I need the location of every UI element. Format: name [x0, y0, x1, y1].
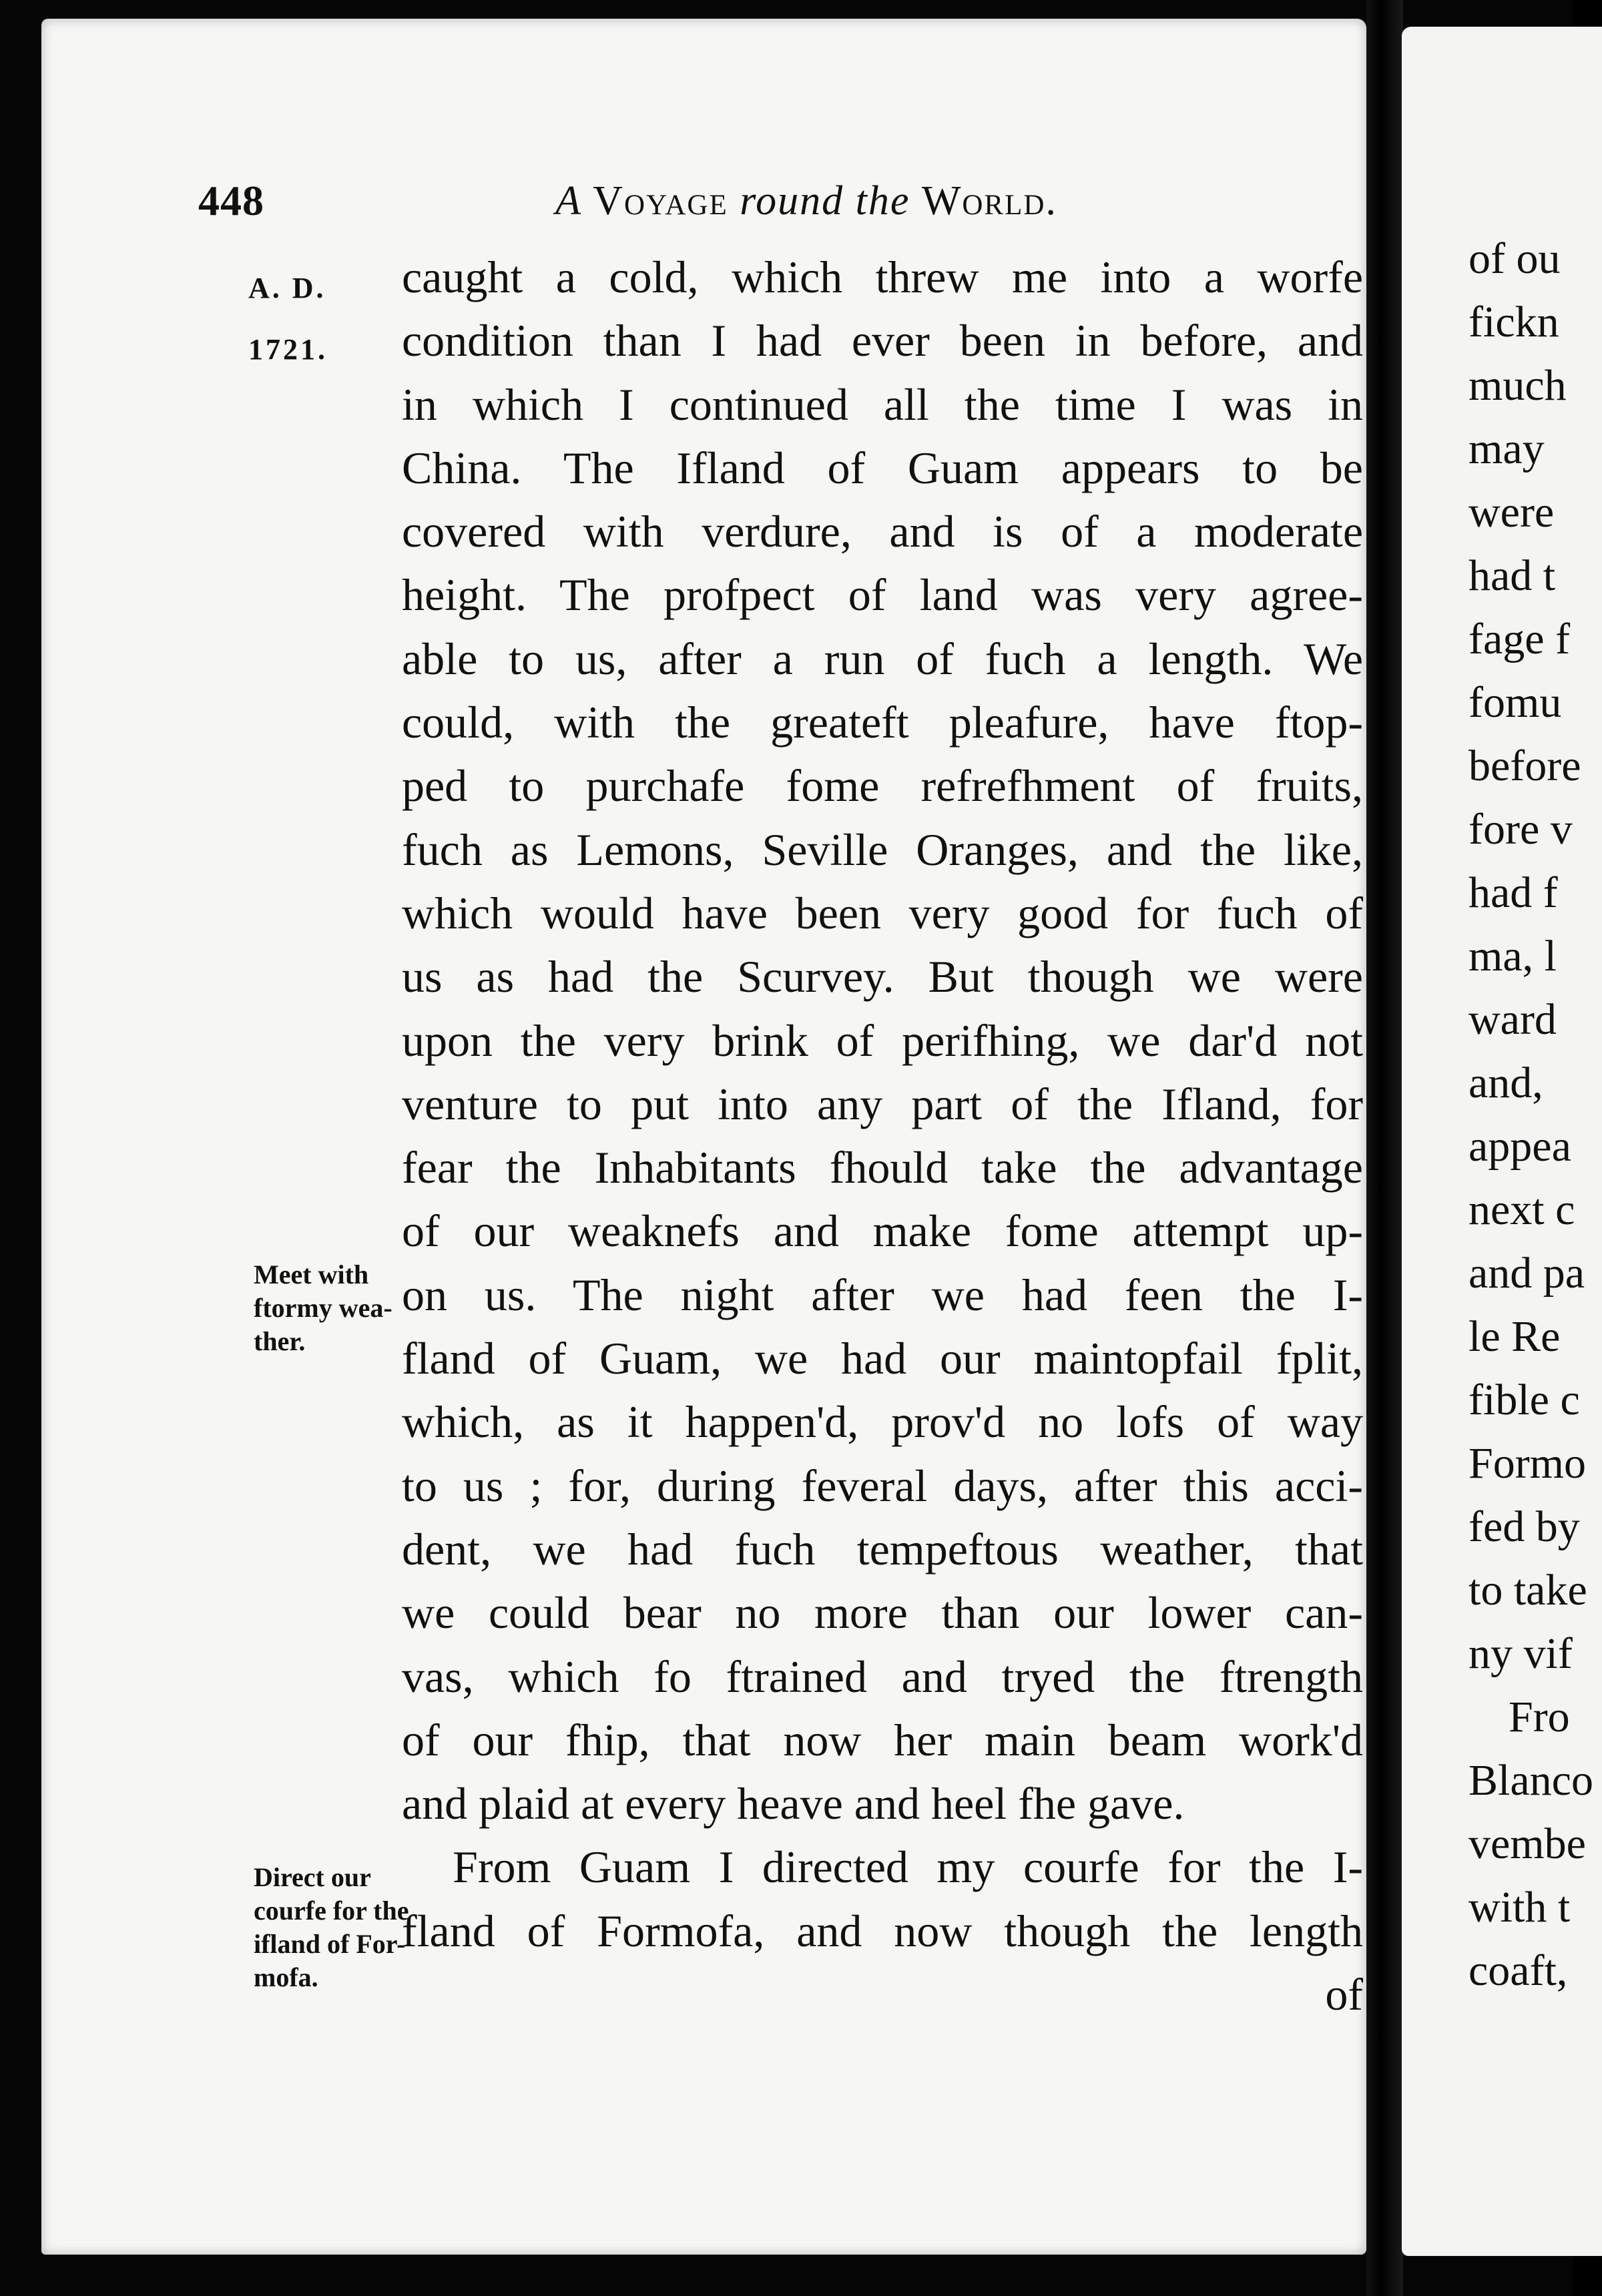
- right-text-line: were: [1468, 488, 1555, 537]
- right-text-line: appea: [1468, 1122, 1571, 1171]
- right-text-line: Blanco: [1468, 1756, 1593, 1805]
- left-page: [41, 19, 1366, 2255]
- text-line: which would have been very good for fuch of: [402, 887, 1363, 938]
- right-page-text: [1468, 227, 1593, 2002]
- margin-note-line: Direct our: [254, 1862, 371, 1892]
- body-text: [402, 246, 1363, 2026]
- right-text-line: before: [1468, 742, 1581, 790]
- text-line: China. The Ifland of Guam appears to be: [402, 442, 1363, 493]
- text-line: in which I continued all the time I was in: [402, 378, 1363, 430]
- right-text-line: and pa: [1468, 1249, 1585, 1298]
- text-line: covered with verdure, and is of a moderate: [402, 506, 1363, 557]
- margin-note-line: ther.: [254, 1326, 306, 1356]
- text-line: upon the very brink of perifhing, we dar'd not: [402, 1015, 1363, 1066]
- right-text-line: vembe: [1468, 1819, 1586, 1868]
- text-line: fear the Inhabitants fhould take the advantage: [402, 1142, 1363, 1193]
- right-text-line: had f: [1468, 868, 1558, 917]
- text-line: condition than I had ever been in before, and: [402, 315, 1363, 366]
- text-line: dent, we had fuch tempeftous weather, that: [402, 1523, 1363, 1574]
- text-line: fuch as Lemons, Seville Oranges, and the like,: [402, 824, 1363, 875]
- right-text-line: ward: [1468, 995, 1557, 1044]
- right-text-line: fible c: [1468, 1376, 1580, 1424]
- running-head-part: round the: [728, 178, 922, 224]
- text-line: fland of Formofa, and now though the length: [402, 1905, 1363, 1956]
- running-head: [555, 178, 1057, 225]
- book-gutter: [1366, 0, 1403, 2296]
- text-line: venture to put into any part of the Ifland, for: [402, 1078, 1363, 1129]
- text-line: able to us, after a run of fuch a length. We: [402, 633, 1363, 684]
- text-line: which, as it happen'd, prov'd no lofs of way: [402, 1396, 1363, 1448]
- text-line: fland of Guam, we had our maintopfail fplit,: [402, 1333, 1363, 1384]
- running-head-part: Voyage: [593, 178, 728, 224]
- right-text-line: may: [1468, 424, 1545, 473]
- right-page-partial: [1402, 27, 1602, 2256]
- right-text-line: had t: [1468, 551, 1556, 600]
- margin-note-line: ftormy wea-: [254, 1293, 392, 1323]
- catchword: of: [1325, 1969, 1363, 2020]
- right-text-line: Formo: [1468, 1439, 1587, 1488]
- page-number: 448: [198, 177, 264, 224]
- running-head-part: A: [555, 178, 593, 224]
- right-text-line: fed by: [1468, 1502, 1580, 1551]
- text-line: we could bear no more than our lower can-: [402, 1587, 1363, 1639]
- right-text-line: and,: [1468, 1059, 1543, 1107]
- text-line: caught a cold, which threw me into a worfe: [402, 252, 1363, 302]
- text-line: of our weaknefs and make fome attempt up-: [402, 1205, 1363, 1257]
- right-text-line: fickn: [1468, 298, 1559, 346]
- right-text-line: much: [1468, 361, 1567, 410]
- right-text-line: coaft,: [1468, 1946, 1568, 1995]
- text-line: and plaid at every heave and heel fhe gave.: [402, 1778, 1185, 1829]
- right-text-line: le Re: [1468, 1312, 1561, 1361]
- margin-note-line: courfe for the: [254, 1896, 409, 1926]
- year-margin-label: [248, 258, 328, 380]
- margin-note-course-formosa: [254, 1861, 409, 1994]
- right-text-line: fage f: [1468, 615, 1571, 663]
- text-line: height. The profpect of land was very agree-: [402, 569, 1363, 621]
- text-line: of our fhip, that now her main beam work'd: [402, 1714, 1363, 1765]
- text-line: ped to purchafe fome refrefhment of fruits,: [402, 760, 1363, 812]
- right-text-line: ny vif: [1468, 1629, 1573, 1678]
- margin-note-line: mofa.: [254, 1962, 318, 1992]
- margin-note-stormy-weather: [254, 1258, 392, 1358]
- year-era: A. D.: [248, 272, 326, 304]
- right-text-line: fore v: [1468, 805, 1573, 854]
- text-line: could, with the greateft pleafure, have ftop-: [402, 697, 1363, 748]
- margin-note-line: Meet with: [254, 1259, 369, 1289]
- text-line: to us ; for, during feveral days, after this acci-: [402, 1460, 1363, 1511]
- text-line: on us. The night after we had feen the I-: [402, 1269, 1363, 1320]
- text-line: us as had the Scurvey. But though we were: [402, 951, 1363, 1002]
- right-text-line: fomu: [1468, 678, 1562, 727]
- text-line: From Guam I directed my courfe for the I-: [453, 1841, 1363, 1893]
- text-line: vas, which fo ftrained and tryed the ftrength: [402, 1651, 1363, 1702]
- right-text-line: ma, l: [1468, 932, 1557, 980]
- running-head-part: World.: [921, 178, 1057, 224]
- right-text-line: to take: [1468, 1566, 1587, 1615]
- right-text-line: next c: [1468, 1185, 1575, 1234]
- right-text-line: of ou: [1468, 234, 1561, 283]
- right-text-line: Fro: [1509, 1693, 1570, 1741]
- margin-note-line: ifland of For-: [254, 1929, 406, 1959]
- right-text-line: with t: [1468, 1883, 1571, 1932]
- year-value: 1721.: [248, 333, 328, 366]
